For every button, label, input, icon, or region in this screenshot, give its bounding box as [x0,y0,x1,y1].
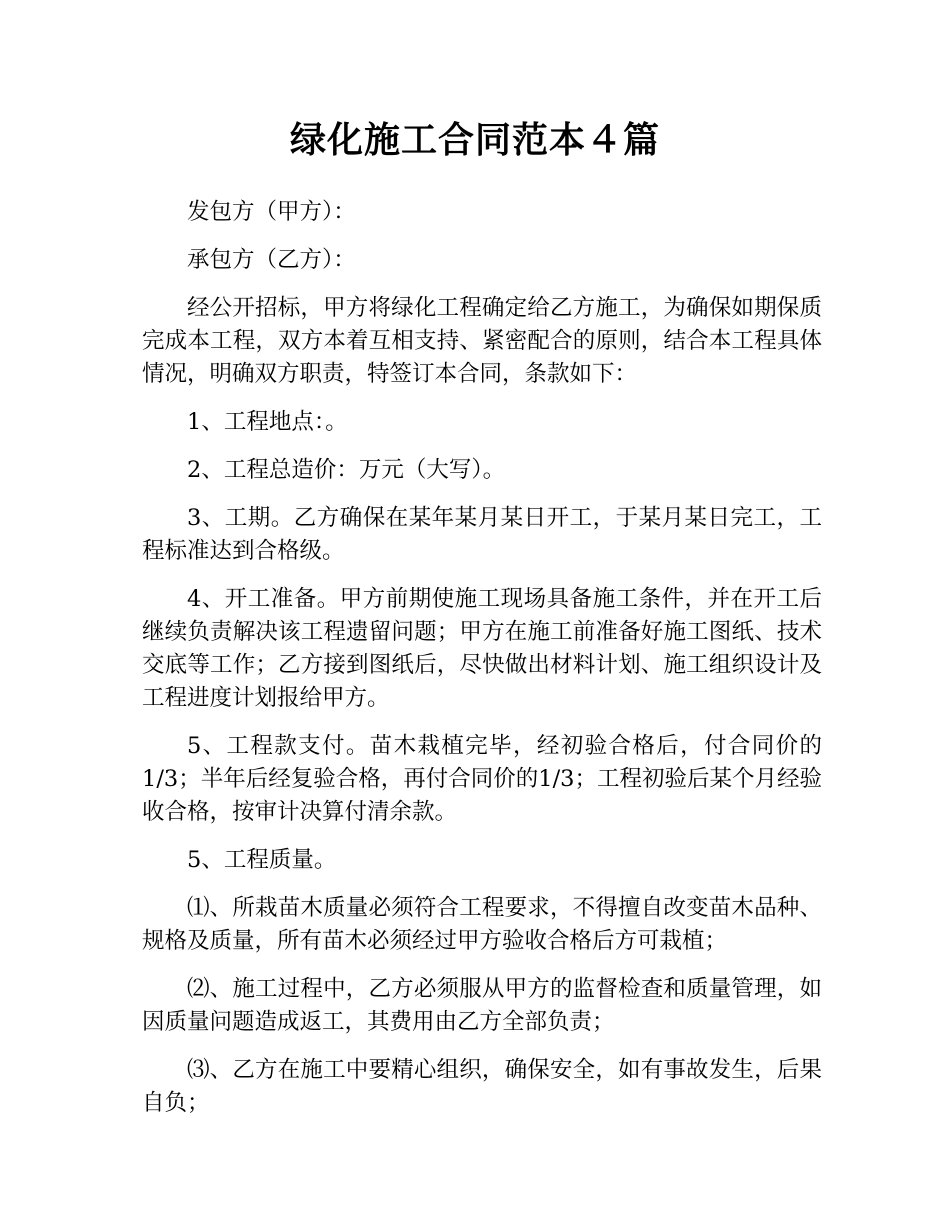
paragraph-clause-schedule: 3、工期。乙方确保在某年某月某日开工，于某月某日完工，工程标准达到合格级。 [142,505,822,564]
paragraph-clause-payment: 5、工程款支付。苗木栽植完毕，经初验合格后，付合同价的1/3；半年后经复验合格，再付合同价的1/3；工程初验后某个月经验收合格，按审计决算付清余款。 [142,733,822,825]
paragraph-clause-cost: 2、工程总造价：万元（大写）。 [187,457,506,483]
paragraph-employer: 发包方（甲方）： [187,199,356,225]
paragraph-quality-item-1: ⑴、所栽苗木质量必须符合工程要求，不得擅自改变苗木品种、规格及质量，所有苗木必须经过甲方验收合格后方可栽植； [142,895,822,954]
document-title: 绿化施工合同范本４篇 [289,120,660,161]
document-body [142,196,822,1135]
paragraph-clause-location: 1、工程地点：。 [187,409,348,435]
paragraph-quality-item-3: ⑶、乙方在施工中要精心组织，确保安全，如有事故发生，后果自负； [142,1057,822,1116]
paragraph-clause-quality: 5、工程质量。 [187,847,337,873]
paragraph-quality-item-2: ⑵、施工过程中，乙方必须服从甲方的监督检查和质量管理，如因质量问题造成返工，其费用由乙方全部负责； [142,976,822,1035]
paragraph-clause-preparation: 4、开工准备。甲方前期使施工现场具备施工条件，并在开工后继续负责解决该工程遗留问题；甲方在施工前准备好施工图纸、技术交底等工作；乙方接到图纸后，尽快做出材料计划、施工组织设计及工程进度计划报给甲方。 [142,586,822,711]
paragraph-contractor: 承包方（乙方）： [187,247,356,273]
paragraph-preamble: 经公开招标，甲方将绿化工程确定给乙方施工，为确保如期保质完成本工程，双方本着互相支持、紧密配合的原则，结合本工程具体情况，明确双方职责，特签订本合同，条款如下： [142,295,822,387]
